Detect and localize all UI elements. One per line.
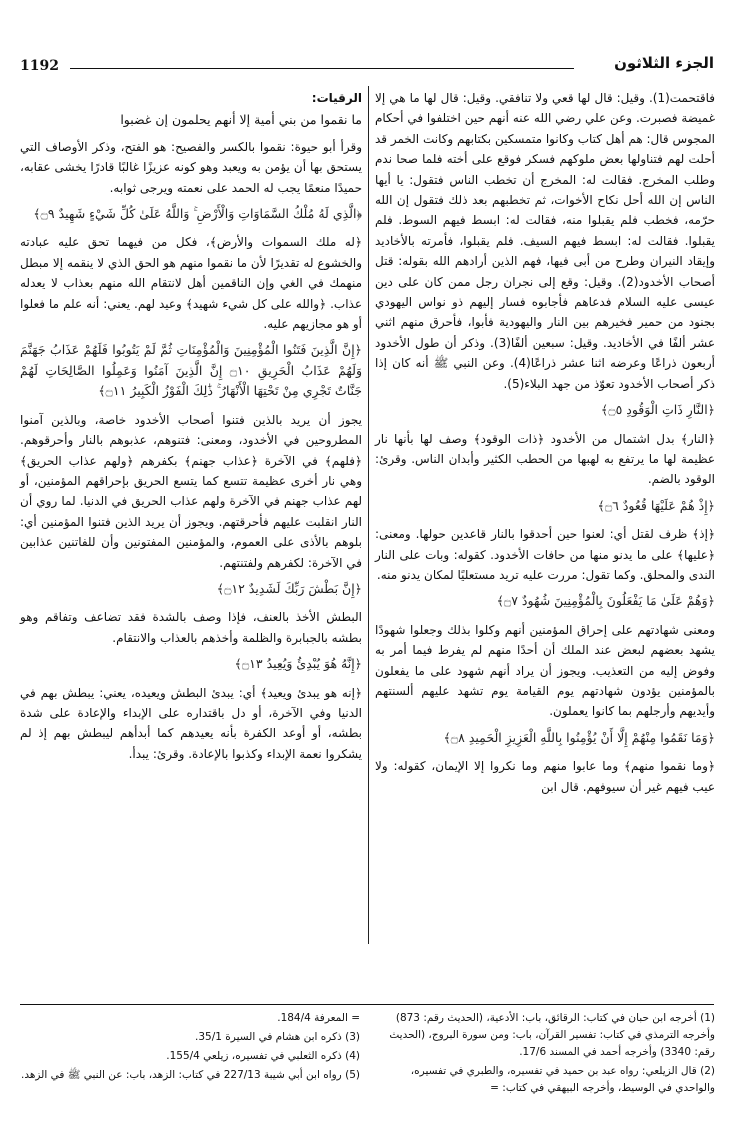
quran-verse: ﴿وَهُمْ عَلَىٰ مَا يَفْعَلُونَ بِالْمُؤْمِنِينَ شُهُودٌ ۝٧﴾: [496, 593, 715, 609]
footnotes-right: [375, 1010, 715, 1099]
footnote-rule: [20, 1004, 714, 1005]
paragraph: الرقيات:: [311, 91, 362, 105]
paragraph: يجوز أن يريد بالذين فتنوا أصحاب الأخدود خاصة، وبالذين آمنوا المطروحين في الأخدود، ومعنى: فتنوهم، عذبوهم بالنار وأحرقوهم. ﴿فلهم﴾ في الآخرة ﴿عذاب جهنم﴾ بكفرهم ﴿ولهم عذاب الحريق﴾ وهي نار أخرى عظيمة تتسع كما يتسع الحريق بإحراقهم المؤمنين، أو لهم عذاب جهنم في الآخرة ولهم عذاب الحريق في الدنيا. لما روي أن النار انقلبت عليهم فأحرقتهم. ويجوز أن يريد الذين فتنوا المؤمنين أي: بلوهم بالأذى على العموم، والمؤمنين المفتونين وأن للفاتنين عذابين في الآخرة: لكفرهم ولفتنتهم.: [20, 412, 362, 570]
paragraph: ﴿إذ﴾ ظرف لقتل أي: لعنوا حين أحدقوا بالنار قاعدين حولها. ومعنى: ﴿عليها﴾ على ما يدنو منها من حافات الأخدود. كقوله: وبات على النار الندى والمحلق. وكما تقول: مررت عليه تريد مستعليًا لمكان يدنو منه.: [375, 527, 715, 582]
quran-verse: ﴿إِنَّهُ هُوَ يُبْدِئُ وَيُعِيدُ ۝١٣﴾: [234, 656, 362, 672]
right-column: [375, 88, 715, 803]
paragraph: ومعنى شهادتهم على إحراق المؤمنين أنهم وكلوا بذلك وجعلوا شهودًا يشهد بعضهم لبعض عند الملك أن أحدًا منهم لم يفرط فيما أمر به وفوض إليه من التعذيب. ويجوز أن يراد أنهم شهود على ما يفعلون بالمؤمنين يؤدون شهادتهم يوم القيامة يوم تشهد عليهم ألسنتهم وأيديهم وأرجلهم بما كانوا يعملون.: [375, 622, 715, 719]
paragraph: ﴿إنه هو يبدئ ويعيد﴾ أي: يبدئ البطش ويعيده، يعني: يبطش بهم في الدنيا وفي الآخرة، أو دل باقتداره على الإبداء والإعادة على شدة بطشه، أو أوعد الكفرة بأنه يعيدهم كما أبدأهم ليبطش بهم إذ لم يشكروا نعمة الإبداء وكذبوا بالإعادة. وقرئ: يبدأ.: [20, 685, 362, 761]
quran-verse: ﴿النَّارِ ذَاتِ الْوَقُودِ ۝٥﴾: [600, 402, 715, 418]
quran-verse: ﴿الَّذِي لَهُ مُلْكُ السَّمَاوَاتِ وَالْأَرْضِ ۚ وَاللَّهُ عَلَىٰ كُلِّ شَيْءٍ شَهِيدٌ ۝٩﴾: [33, 206, 362, 222]
paragraph: ﴿له ملك السموات والأرض﴾، فكل من فيهما تحق عليه عبادته والخشوع له تقديرًا لأن ما نقموا منهم هو الحق الذي لا ينقمه إلا مبطل منهمك في الغي وإن الناقمين أهل لانتقام الله منهم بعذاب لا يعدله عذاب. ﴿والله على كل شيء شهيد﴾ وعيد لهم. يعني: أنه علم ما فعلوا أو هو مجازيهم عليه.: [20, 235, 362, 332]
paragraph: وقرأ أبو حيوة: نقموا بالكسر والفصيح: هو الفتح، وذكر الأوصاف التي يستحق بها أن يؤمن به ويعبد وهو كونه عزيزًا غالبًا قادرًا يخشى عقابه، حميدًا منعمًا يجب له الحمد على نعمته ويرجى ثوابه.: [20, 139, 362, 195]
footnote: (2) قال الزيلعي: رواه عبد بن حميد في تفسيره، والطبري في تفسيره، والواحدي في الوسيط، وأخرجه البيهقي في كتاب: =: [410, 1065, 715, 1094]
page-number: 1192: [20, 58, 59, 74]
poem-verse: ما نقموا من بني أمية إلا أنهم يحلمون إن غضبوا: [120, 112, 362, 128]
footnotes-left: [20, 1010, 360, 1086]
quran-verse: ﴿إِذْ هُمْ عَلَيْهَا قُعُودٌ ۝٦﴾: [597, 497, 715, 513]
quran-verse: ﴿وَمَا نَقَمُوا مِنْهُمْ إِلَّا أَنْ يُؤْمِنُوا بِاللَّهِ الْعَزِيزِ الْحَمِيدِ ۝٨﴾: [443, 729, 715, 745]
page-header: [20, 50, 714, 84]
footnote: = المعرفة 184/4.: [277, 1012, 360, 1024]
quran-verse: ﴿إِنَّ الَّذِينَ فَتَنُوا الْمُؤْمِنِينَ وَالْمُؤْمِنَاتِ ثُمَّ لَمْ يَتُوبُوا فَلَهُمْ عَذَابُ جَهَنَّمَ وَلَهُمْ عَذَابُ الْحَرِيقِ ۝١٠ إِنَّ الَّذِينَ آمَنُوا وَعَمِلُوا الصَّالِحَاتِ لَهُمْ جَنَّاتٌ تَجْرِي مِنْ تَحْتِهَا الْأَنْهَارُ ۚ ذَٰلِكَ الْفَوْزُ الْكَبِيرُ ۝١١﴾: [20, 342, 362, 399]
paragraph: ﴿النار﴾ بدل اشتمال من الأخدود ﴿ذات الوقود﴾ وصف لها بأنها نار عظيمة لها ما يرتفع به لهبها من الحطب الكثير وأبدان الناس. وقرئ: الوقود بالضم.: [375, 431, 715, 487]
quran-verse: ﴿إِنَّ بَطْشَ رَبِّكَ لَشَدِيدٌ ۝١٢﴾: [216, 580, 362, 596]
paragraph: فاقتحمت(1). وقيل: قال لها قعي ولا تنافقي. وقيل: قال لها ما هي إلا غميضة فصبرت. وعن علي رضي الله عنه أنهم حين اختلفوا في أحكام المجوس قال: هم أهل كتاب وكانوا متمسكين بكتابهم وكانت الخمر قد أحلت لهم فتناولها بعض ملوكهم فسكر فوقع على أخته فلما صحا ندم وطلب المخرج. فقالت له: المخرج أن تخطب الناس فتقول: يا أيها الناس إن الله أحل نكاح الأخوات، ثم تخطبهم بعد ذلك فتقول إن الله حرّمه، فخطب فلم يقبلوا منه، فقالت له: ابسط فيهم السوط. فلم يقبلوا. فقالت له: ابسط فيهم السيف. فلم يقبلوا، فأمرته بالأخاديد وإيقاد النيران وطرح من أبى فيها، فهم الذين أرادهم الله بقوله: قتل أصحاب الأخدود(2). وقيل: وقع إلى نجران رجل ممن كان على دين عيسى عليه السلام فدعاهم فأجابوه فسار إليهم ذو نواس اليهودي بجنود من حمير فخيرهم بين النار واليهودية فأبوا، فأحرق منهم اثني عشر ألفًا في الأخاديد. وقيل: سبعين ألفًا(3). وذكر أن طول الأخدود أربعون ذراعًا وعرضه اثنا عشر ذراعًا(4). وعن النبي ﷺ أنه كان إذا ذكر أصحاب الأخدود تعوّذ من جهد البلاء(5).: [374, 91, 716, 391]
paragraph: البطش الأخذ بالعنف، فإذا وصف بالشدة فقد تضاعف وتفاقم وهو بطشه بالجبابرة والظلمة وأخذهم بالعذاب والانتقام.: [20, 610, 362, 645]
part-title: الجزء الثلاثون: [614, 54, 714, 72]
left-column: [20, 88, 362, 770]
footnote: (1) أخرجه ابن حبان في كتاب: الرقائق، باب: الأدعية، (الحديث رقم: 873) وأخرجه الترمذي في كتاب: تفسير القرآن، باب: ومن سورة البروج، (الحديث رقم: 3340) وأخرجه أحمد في المسند 17/6.: [389, 1012, 715, 1058]
paragraph: ﴿وما نقموا منهم﴾ وما عابوا منهم وما نكروا إلا الإيمان، كقوله: ولا عيب فيهم غير أن سيوفهم. قال ابن: [375, 759, 715, 794]
footnote: (5) رواه ابن أبي شيبة 227/13 في كتاب: الزهد، باب: عن النبي ﷺ في الزهد.: [20, 1069, 360, 1081]
footnote: (4) ذكره الثعلبي في تفسيره، زيلعي 155/4.: [166, 1050, 360, 1062]
column-divider: [368, 86, 369, 944]
footnote: (3) ذكره ابن هشام في السيرة 35/1.: [195, 1031, 360, 1043]
header-rule: [70, 68, 574, 69]
